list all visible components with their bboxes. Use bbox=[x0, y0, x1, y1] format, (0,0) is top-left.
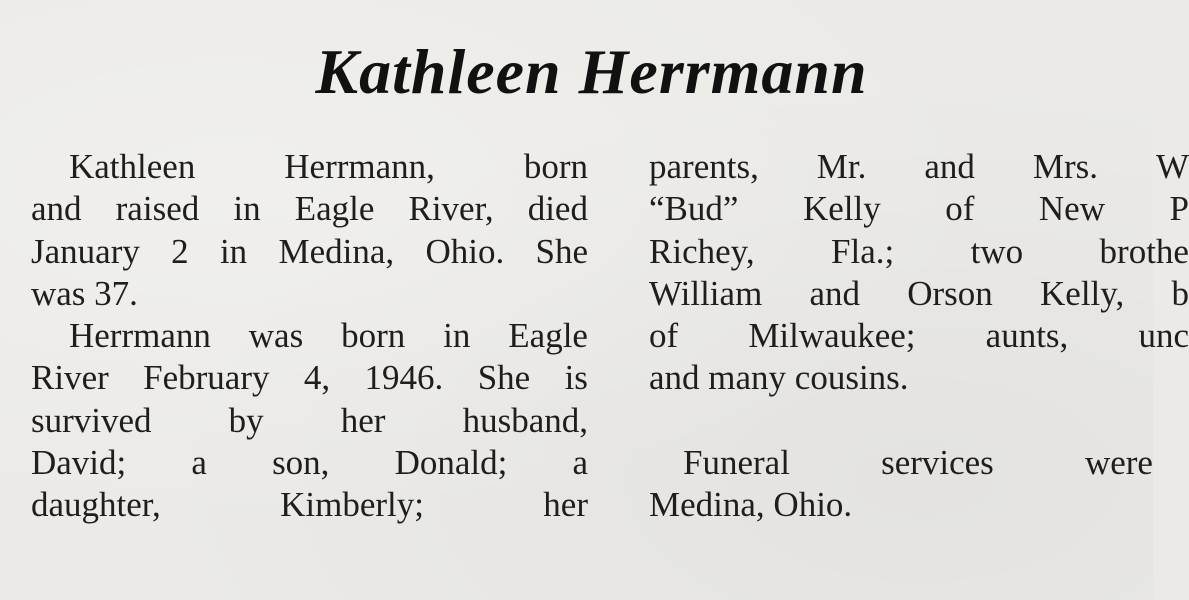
word: Herrmann bbox=[69, 316, 211, 356]
text-line bbox=[649, 273, 1189, 315]
text-line bbox=[31, 315, 588, 357]
word: a bbox=[572, 443, 588, 483]
word: Fla.; bbox=[831, 231, 895, 271]
word: Ohio. bbox=[425, 231, 505, 271]
left-column bbox=[31, 146, 588, 527]
word: Orson bbox=[907, 273, 993, 313]
word: “Bud” bbox=[649, 189, 739, 229]
word: aunts, bbox=[985, 316, 1069, 356]
word: in bbox=[233, 189, 261, 229]
word: Eagle bbox=[508, 316, 588, 356]
word: Donald; bbox=[394, 443, 508, 483]
word: New bbox=[1038, 189, 1105, 229]
word: Mrs. bbox=[1032, 147, 1098, 186]
word: in bbox=[219, 231, 248, 271]
word: Medina, Ohio. bbox=[649, 485, 853, 525]
text-line bbox=[649, 357, 1189, 399]
word: raised bbox=[115, 189, 200, 229]
word: P bbox=[1169, 189, 1189, 229]
word: survived bbox=[31, 400, 152, 440]
word: parents, bbox=[649, 147, 759, 186]
word: Funeral bbox=[683, 442, 790, 482]
word: River bbox=[31, 358, 109, 398]
word: Kathleen bbox=[69, 147, 196, 186]
word: William bbox=[649, 273, 763, 313]
word: in bbox=[443, 316, 471, 356]
word: Mr. bbox=[816, 147, 867, 186]
word: a bbox=[191, 443, 207, 483]
word: Kimberly; bbox=[280, 485, 424, 525]
word: b bbox=[1171, 273, 1189, 313]
word: son, bbox=[272, 443, 330, 483]
text-line bbox=[31, 188, 588, 230]
word: died bbox=[527, 189, 588, 229]
text-line bbox=[649, 484, 1189, 526]
word: and bbox=[31, 189, 82, 229]
word: husband, bbox=[462, 400, 588, 440]
word: Eagle bbox=[294, 189, 375, 229]
word: Kelly bbox=[802, 189, 881, 229]
word: David; bbox=[31, 443, 127, 483]
word: of bbox=[945, 189, 975, 229]
word: 1946. bbox=[364, 358, 444, 398]
word: was bbox=[248, 316, 304, 356]
obituary-headline: Kathleen Herrmann bbox=[315, 36, 868, 107]
text-line bbox=[31, 442, 588, 484]
word: Richey, bbox=[649, 231, 755, 271]
word: her bbox=[543, 485, 588, 525]
word: her bbox=[340, 400, 386, 440]
text-line bbox=[649, 315, 1189, 357]
word: and bbox=[924, 147, 975, 186]
text-line bbox=[31, 357, 588, 399]
paragraph-gap bbox=[649, 400, 1189, 442]
word: She bbox=[477, 358, 531, 398]
word: born bbox=[341, 316, 406, 356]
word: was 37. bbox=[31, 273, 138, 313]
word: Herrmann, bbox=[284, 147, 435, 186]
text-line bbox=[31, 400, 588, 442]
word: brothe bbox=[1099, 231, 1189, 271]
word: Medina, bbox=[278, 231, 395, 271]
text-line bbox=[649, 231, 1189, 273]
text-line bbox=[649, 146, 1189, 188]
text-line bbox=[31, 231, 588, 273]
word: January bbox=[31, 231, 140, 271]
text-line bbox=[31, 146, 588, 188]
word: born bbox=[523, 147, 588, 186]
word: She bbox=[535, 231, 588, 271]
word: were bbox=[1084, 442, 1153, 482]
word: W bbox=[1155, 147, 1189, 186]
text-line bbox=[649, 188, 1189, 230]
word: and bbox=[809, 273, 861, 313]
text-line bbox=[649, 442, 1153, 484]
word: 4, bbox=[303, 358, 331, 398]
word: is bbox=[564, 358, 588, 398]
word: and many cousins. bbox=[649, 358, 909, 398]
word: daughter, bbox=[31, 485, 161, 525]
word: services bbox=[881, 442, 994, 482]
word: February bbox=[143, 358, 270, 398]
word: Milwaukee; bbox=[748, 316, 916, 356]
text-line bbox=[31, 484, 588, 526]
word: River, bbox=[408, 189, 494, 229]
word: 2 bbox=[171, 231, 189, 271]
word: of bbox=[649, 316, 679, 356]
word: Kelly, bbox=[1040, 273, 1125, 313]
text-line bbox=[31, 273, 588, 315]
word: two bbox=[970, 231, 1024, 271]
right-column bbox=[649, 146, 1189, 526]
word: unc bbox=[1138, 316, 1189, 356]
word: by bbox=[228, 400, 264, 440]
